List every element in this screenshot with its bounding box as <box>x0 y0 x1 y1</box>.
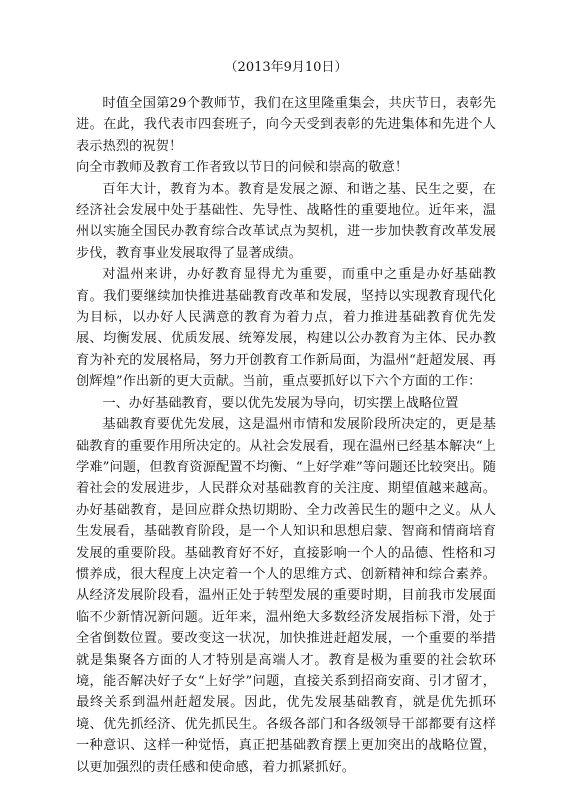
section-heading-one: 一、办好基础教育，要以优先发展为导向，切实摆上战略位置 <box>102 395 459 411</box>
paragraph-greeting: 向全市教师及教育工作者致以节日的问候和崇高的敬意！ <box>76 160 409 176</box>
paragraph-education-importance: 百年大计，教育为本。教育是发展之源、和谐之基、民生之要，在经济社会发展中处于基础性、先导性、战略性的重要地位。近年来，温州以实施全国民办教育综合改革试点为契机，进一步加快教育改革发展步伐，教育事业发展取得了显著成绩。 <box>76 181 496 261</box>
paragraph-priority-development: 基础教育要优先发展，这是温州市情和发展阶段所决定的，更是基础教育的重要作用所决定的。从社会发展看，现在温州已经基本解决“上学难”问题，但教育资源配置不均衡、“上好学难”等问题还比较突出。随着社会的发展进步，人民群众对基础教育的关注度、期望值越来越高。办好基础教育，是回应群众热切期盼、全力改善民生的题中之义。从人生发展看，基础教育阶段，是一个人知识和思想启蒙、智商和情商培育发展的重要阶段。基础教育好不好，直接影响一个人的品德、性格和习惯养成，很大程度上决定着一个人的思维方式、创新精神和综合素养。从经济发展阶段看，温州正处于转型发展的重要时期，目前我市发展面临不少新情况新问题。近年来，温州绝大多数经济发展指标下滑，处于全省倒数位置。要改变这一状况，加快推进赶超发展，一个重要的举措就是集聚各方面的人才特别是高端人才。教育是极为重要的社会软环境，能否解决好子女“上好学”问题，直接关系到招商安商、引才留才，最终关系到温州赶超发展。因此，优先发展基础教育，就是优先抓环境、优先抓经济、优先抓民生。各级各部门和各级领导干部都要有这样一种意识、这样一种觉悟，真正把基础教育摆上更加突出的战略位置，以更加强烈的责任感和使命感，着力抓紧抓好。 <box>76 417 496 775</box>
paragraph-opening: 时值全国第29个教师节，我们在这里隆重集会，共庆节日，表彰先进。在此，我代表市四套班子，向今天受到表彰的先进集体和先进个人表示热烈的祝贺！ <box>76 96 496 154</box>
paragraph-basic-education: 对温州来讲，办好教育显得尤为重要，而重中之重是办好基础教育。我们要继续加快推进基础教育改革和发展，坚持以实现教育现代化为目标，以办好人民满意的教育为着力点，着力推进基础教育优先发展、均衡发展、优质发展、统筹发展，构建以公办教育为主体、民办教育为补充的发展格局，努力开创教育工作新局面，为温州“赶超发展、再创辉煌”作出新的更大贡献。当前，重点要抓好以下六个方面的工作： <box>76 267 496 390</box>
document-date: （2013年9月10日） <box>224 60 348 75</box>
